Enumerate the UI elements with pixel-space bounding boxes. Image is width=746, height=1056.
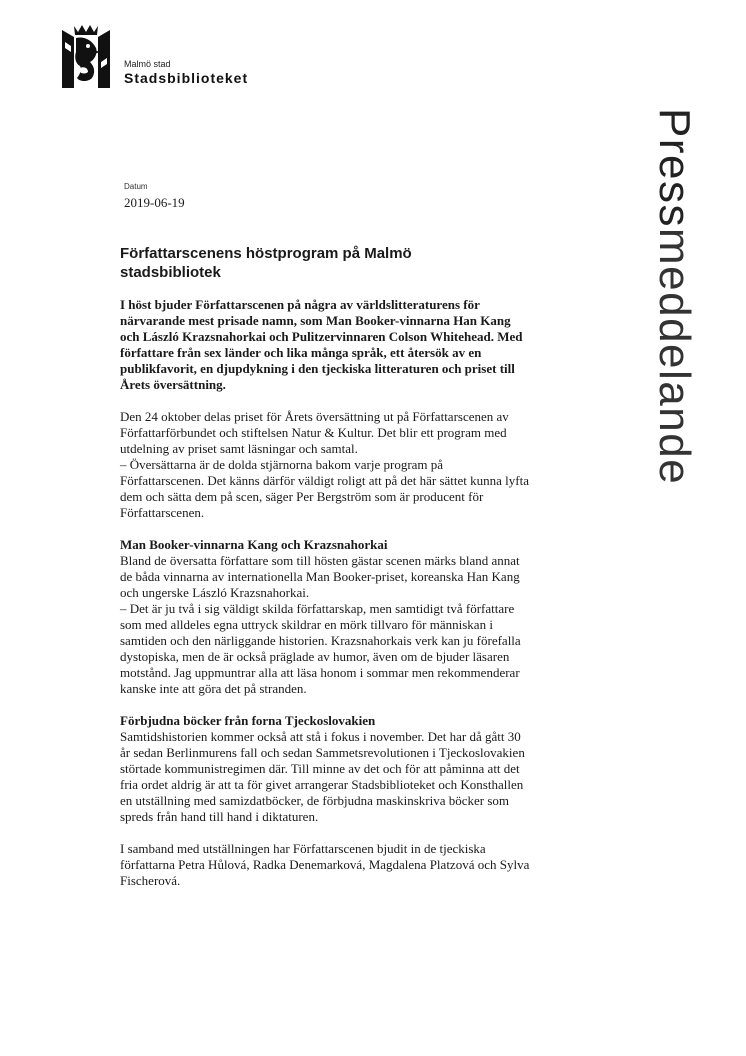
- paragraph-line: Författarscenen. Det känns därför väldigt roligt att på det här sättet kunna lyfta: [120, 473, 529, 488]
- section-man-booker: [120, 537, 610, 697]
- paragraph-line: motstånd. Jag uppmuntrar alla att läsa honom i sommar men rekommenderar: [120, 665, 520, 680]
- paragraph-line: fria ordet aldrig är att ta för givet arrangerar Stadsbiblioteket och Konsthallen: [120, 777, 524, 792]
- section-forbidden-books: [120, 713, 610, 825]
- paragraph-line: de båda vinnarna av internationella Man Booker-priset, koreanska Han Kang: [120, 569, 520, 584]
- organization-header: [124, 59, 248, 87]
- lead-line: författare från sex länder och lika många språk, ett återsök av en: [120, 345, 482, 360]
- section-heading: Man Booker-vinnarna Kang och Krazsnahorkai: [120, 537, 388, 552]
- paragraph-line: störtade kommunistregimen där. Till minne av det och för att påminna att det: [120, 761, 520, 776]
- paragraph-line: spreds från hand till hand i diktaturen.: [120, 809, 319, 824]
- paragraph-line: år sedan Berlinmurens fall och sedan Sammetsrevolutionen i Tjeckoslovakien: [120, 745, 525, 760]
- paragraph-line: utdelning av priset samt läsningar och samtal.: [120, 441, 358, 456]
- paragraph-translation-prize: [120, 409, 610, 521]
- press-release-label: [644, 108, 704, 568]
- paragraph-line: författarna Petra Hůlová, Radka Denemarková, Magdalena Platzová och Sylva: [120, 857, 530, 872]
- paragraph-line: Samtidshistorien kommer också att stå i fokus i november. Det har då gått 30: [120, 729, 521, 744]
- org-name: Stadsbiblioteket: [124, 70, 249, 86]
- date-label: Datum: [124, 182, 148, 191]
- paragraph-line: och ungerske László Krazsnahorkai.: [120, 585, 310, 600]
- date-block: [124, 182, 185, 211]
- paragraph-line: kanske inte att göra det på stranden.: [120, 681, 307, 696]
- paragraph-line: Den 24 oktober delas priset för Årets översättning ut på Författarscenen av: [120, 409, 509, 424]
- paragraph-line: dystopiska, men de är också präglade av humor, även om de bjuder läsaren: [120, 649, 510, 664]
- lead-line: publikfavorit, en djupdykning i den tjeckiska litteraturen och priset till: [120, 361, 515, 376]
- paragraph-line: Bland de översatta författare som till hösten gästar scenen märks bland annat: [120, 553, 520, 568]
- paragraph-line: dem och sätta dem på scen, säger Per Bergström som är producent för: [120, 489, 484, 504]
- paragraph-line: samtiden och den närliggande historien. Krazsnahorkais verk kan ju förefalla: [120, 633, 521, 648]
- malmo-griffin-crest-icon: [60, 22, 112, 90]
- paragraph-line: en utställning med samizdatböcker, de förbjudna maskinskriva böcker som: [120, 793, 510, 808]
- paragraph-czech-authors: [120, 841, 610, 889]
- paragraph-line: som med alldeles egna uttryck skildrar en mörk tillvaro för människan i: [120, 617, 493, 632]
- article-body: [120, 244, 610, 905]
- lead-line: Årets översättning.: [120, 377, 226, 392]
- section-heading: Förbjudna böcker från forna Tjeckoslovakien: [120, 713, 376, 728]
- article-lead: [120, 297, 610, 393]
- article-title: [120, 244, 610, 282]
- paragraph-line: I samband med utställningen har Författarscenen bjudit in de tjeckiska: [120, 841, 486, 856]
- paragraph-line: – Det är ju två i sig väldigt skilda författarskap, men samtidigt två författare: [120, 601, 515, 616]
- title-line: stadsbibliotek: [120, 264, 221, 281]
- press-label-bold: Press: [650, 108, 699, 228]
- paragraph-line: Författarscenen.: [120, 505, 205, 520]
- lead-line: I höst bjuder Författarscenen på några av världslitteraturens för: [120, 297, 480, 312]
- paragraph-line: Författarförbundet och stiftelsen Natur & Kultur. Det blir ett program med: [120, 425, 507, 440]
- lead-line: och László Krazsnahorkai och Pulitzervinnaren Colson Whitehead. Med: [120, 329, 523, 344]
- org-city: Malmö stad: [124, 59, 171, 69]
- date-value: 2019-06-19: [124, 195, 185, 210]
- paragraph-line: Fischerová.: [120, 873, 181, 888]
- paragraph-line: – Översättarna är de dolda stjärnorna bakom varje program på: [120, 457, 444, 472]
- press-label-thin: meddelande: [650, 227, 699, 486]
- title-line: Författarscenens höstprogram på Malmö: [120, 245, 412, 262]
- lead-line: närvarande mest prisade namn, som Man Booker-vinnarna Han Kang: [120, 313, 511, 328]
